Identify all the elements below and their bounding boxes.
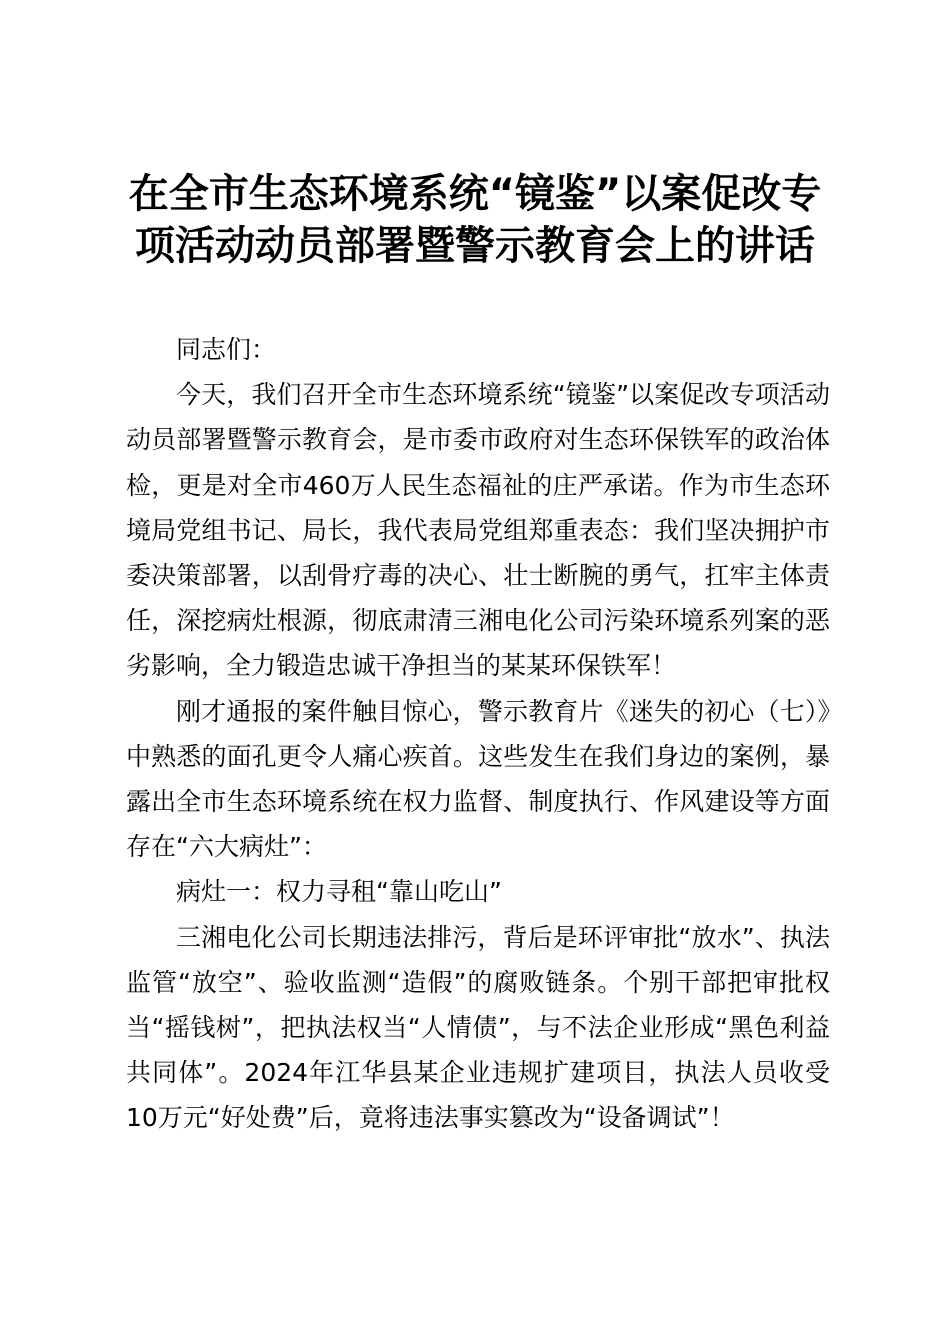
section-heading: 病灶一：权力寻租“靠山吃山” [176,877,502,907]
paragraph: 今天，我们召开全市生态环境系统“镜鉴”以案促改专项活动动员部署暨警示教育会，是市委市政府对生态环保铁军的政治体检，更是对全市460万人民生态福祉的庄严承诺。作为市生态环境局党组书记、局长，我代表局党组郑重表态：我们坚决拥护市委决策部署，以刮骨疗毒的决心、壮士断腕的勇气，扛牢主体责任，深挖病灶根源，彻底肃清三湘电化公司污染环境系列案的恶劣影响，全力锻造忠诚干净担当的某某环保铁军！ [126,380,830,681]
document-title: 在全市生态环境系统“镜鉴”以案促改专项活动动员部署暨警示教育会上的讲话 [128,171,822,269]
paragraph-salutation: 同志们： [176,335,277,364]
document-body [126,327,830,1141]
paragraph: 刚才通报的案件触目惊心，警示教育片《迷失的初心（七）》中熟悉的面孔更令人痛心疾首。这些发生在我们身边的案例，暴露出全市生态环境系统在权力监督、制度执行、作风建设等方面存在“六大病灶”： [126,696,830,862]
paragraph: 三湘电化公司长期违法排污，背后是环评审批“放水”、执法监管“放空”、验收监测“造假”的腐败链条。个别干部把审批权当“摇钱树”，把执法权当“人情债”，与不法企业形成“黑色利益共同体”。2024年江华县某企业违规扩建项目，执法人员收受10万元“好处费”后，竟将违法事实篡改为“设备调试”！ [126,922,830,1133]
